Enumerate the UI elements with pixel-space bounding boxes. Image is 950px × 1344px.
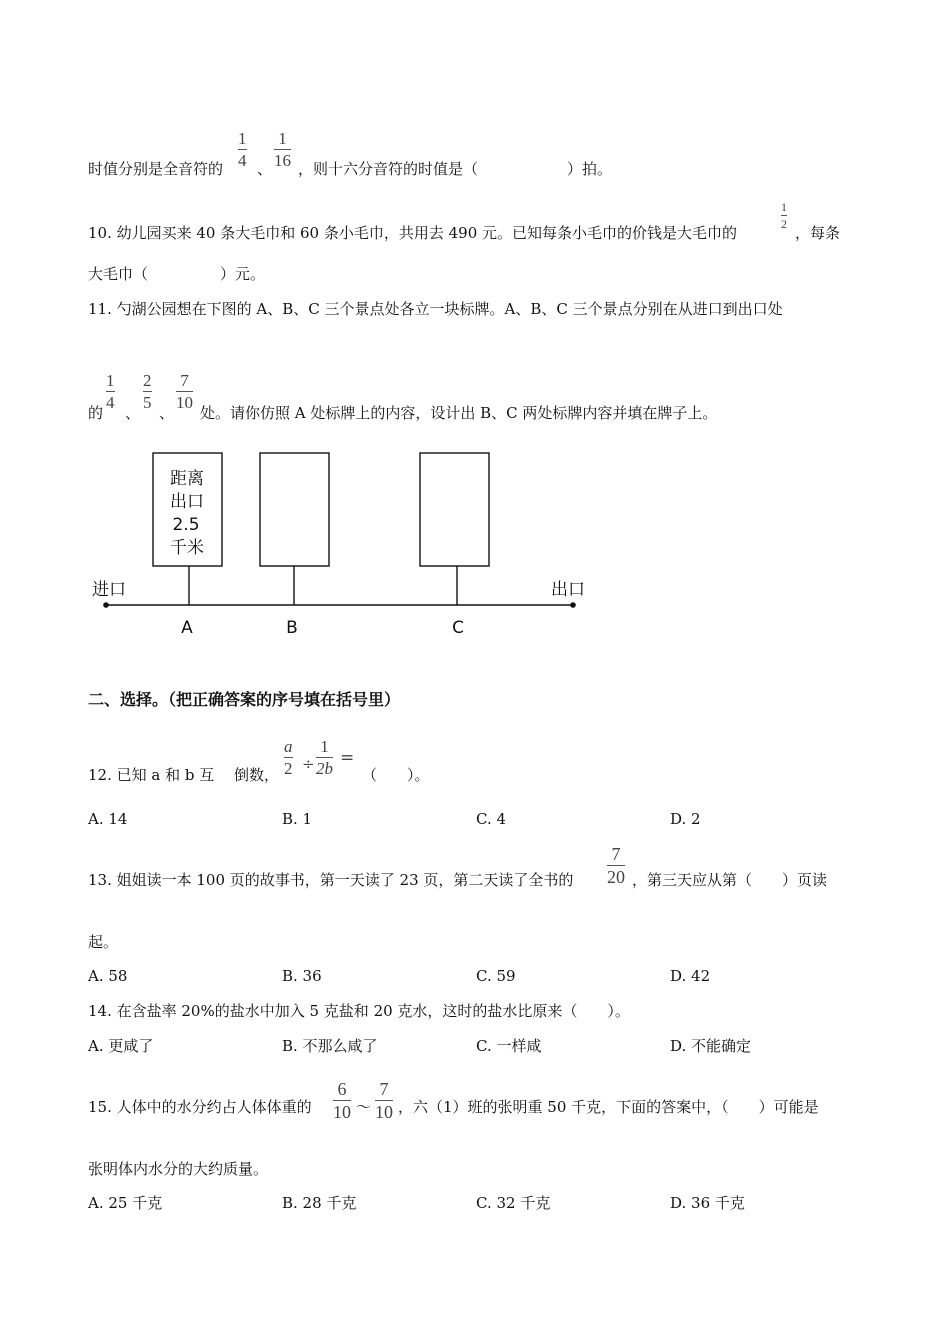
q9-fraction-2: 1 16 [274,129,291,170]
q11-separator-2: 、 [159,404,175,422]
q9-fraction-1: 1 4 [238,129,247,170]
q11-separator-1: 、 [125,404,141,422]
point-c-label: C [452,618,464,638]
q9-text-before: 时值分别是全音符的 [88,160,224,178]
q15-tilde: ～ [356,1098,372,1116]
q13-option-c[interactable]: C. 59 [476,967,516,985]
q13-line2: 起。 [88,933,119,951]
point-a-label: A [181,618,193,638]
q10-line2-b: ）元。 [220,265,266,283]
q12-equals-sign: = [340,748,355,768]
q14-option-b[interactable]: B. 不那么咸了 [282,1037,378,1055]
signpost-diagram [0,440,950,650]
q11-fraction-1: 1 4 [106,371,115,412]
q11-line2-prefix: 的 [88,404,104,422]
q13-option-d[interactable]: D. 42 [670,967,711,985]
q10-text-after: ，每条 [795,224,841,242]
q12-option-b[interactable]: B. 1 [282,810,313,828]
path-end-dot [570,602,576,608]
q12-fraction-a-over-2: a 2 [284,737,293,778]
q11-line2-suffix: 处。请你仿照 A 处标牌上的内容，设计出 B、C 两处标牌内容并填在牌子上。 [200,404,718,422]
q11-fraction-3: 7 10 [176,371,193,412]
section-2-title: 二、选择。（把正确答案的序号填在括号里） [88,690,401,709]
q12-option-d[interactable]: D. 2 [670,810,701,828]
q15-fraction-1: 6 10 [333,1079,351,1122]
q12-answer-blank: （ ）。 [362,766,430,784]
q15-text-after: ，六（1）班的张明重 50 千克，下面的答案中，（ ）可能是 [398,1098,819,1116]
q12-option-c[interactable]: C. 4 [476,810,507,828]
q12-option-a[interactable]: A. 14 [88,810,128,828]
q11-line1: 11. 勺湖公园想在下图的 A、B、C 三个景点处各立一块标牌。A、B、C 三个景点分别在从进口到出口处 [88,300,783,318]
point-b-label: B [286,618,298,638]
sign-b[interactable] [260,453,329,566]
q13-text: 13. 姐姐读一本 100 页的故事书，第一天读了 23 页，第二天读了全书的 [88,871,574,889]
q13-text-after: ，第三天应从第（ ）页读 [632,871,828,889]
q10-text: 10. 幼儿园买来 40 条大毛巾和 60 条小毛巾，共用去 490 元。已知每条小毛巾的价钱是大毛巾的 [88,224,738,242]
q13-option-a[interactable]: A. 58 [88,967,128,985]
q9-text-after: ，则十六分音符的时值是（ [298,160,479,178]
sign-a-line-2: 出口 [170,492,204,512]
q10-line2-a: 大毛巾（ [88,265,149,283]
q13-option-b[interactable]: B. 36 [282,967,322,985]
q14-text: 14. 在含盐率 20%的盐水中加入 5 克盐和 20 克水，这时的盐水比原来（ ）。 [88,1002,630,1020]
q12-text: 12. 已知 a 和 b 互 倒数， [88,766,280,784]
sign-c[interactable] [420,453,489,566]
sign-a-line-4: 千米 [170,538,204,558]
q13-fraction: 7 20 [607,844,625,887]
exit-label: 出口 [551,580,585,600]
q11-fraction-2: 2 5 [143,371,152,412]
sign-a-line-3: 2.5 [172,515,200,535]
sign-a-line-1: 距离 [170,469,204,489]
q15-option-b[interactable]: B. 28 千克 [282,1194,357,1212]
q9-separator: 、 [257,160,273,178]
q15-option-d[interactable]: D. 36 千克 [670,1194,745,1212]
q15-fraction-2: 7 10 [375,1079,393,1122]
q10-fraction: 1 2 [781,200,787,231]
q12-fraction-1-over-2b: 1 2b [316,737,333,778]
q14-option-d[interactable]: D. 不能确定 [670,1037,752,1055]
entrance-label: 进口 [92,580,126,600]
q12-divide-sign: ÷ [302,755,315,773]
q15-option-c[interactable]: C. 32 千克 [476,1194,551,1212]
q15-option-a[interactable]: A. 25 千克 [88,1194,163,1212]
q9-text-end: ）拍。 [567,160,613,178]
q15-line2: 张明体内水分的大约质量。 [88,1160,269,1178]
q14-option-c[interactable]: C. 一样咸 [476,1037,542,1055]
path-start-dot [103,602,109,608]
q14-option-a[interactable]: A. 更咸了 [88,1037,154,1055]
q15-text: 15. 人体中的水分约占人体体重的 [88,1098,312,1116]
